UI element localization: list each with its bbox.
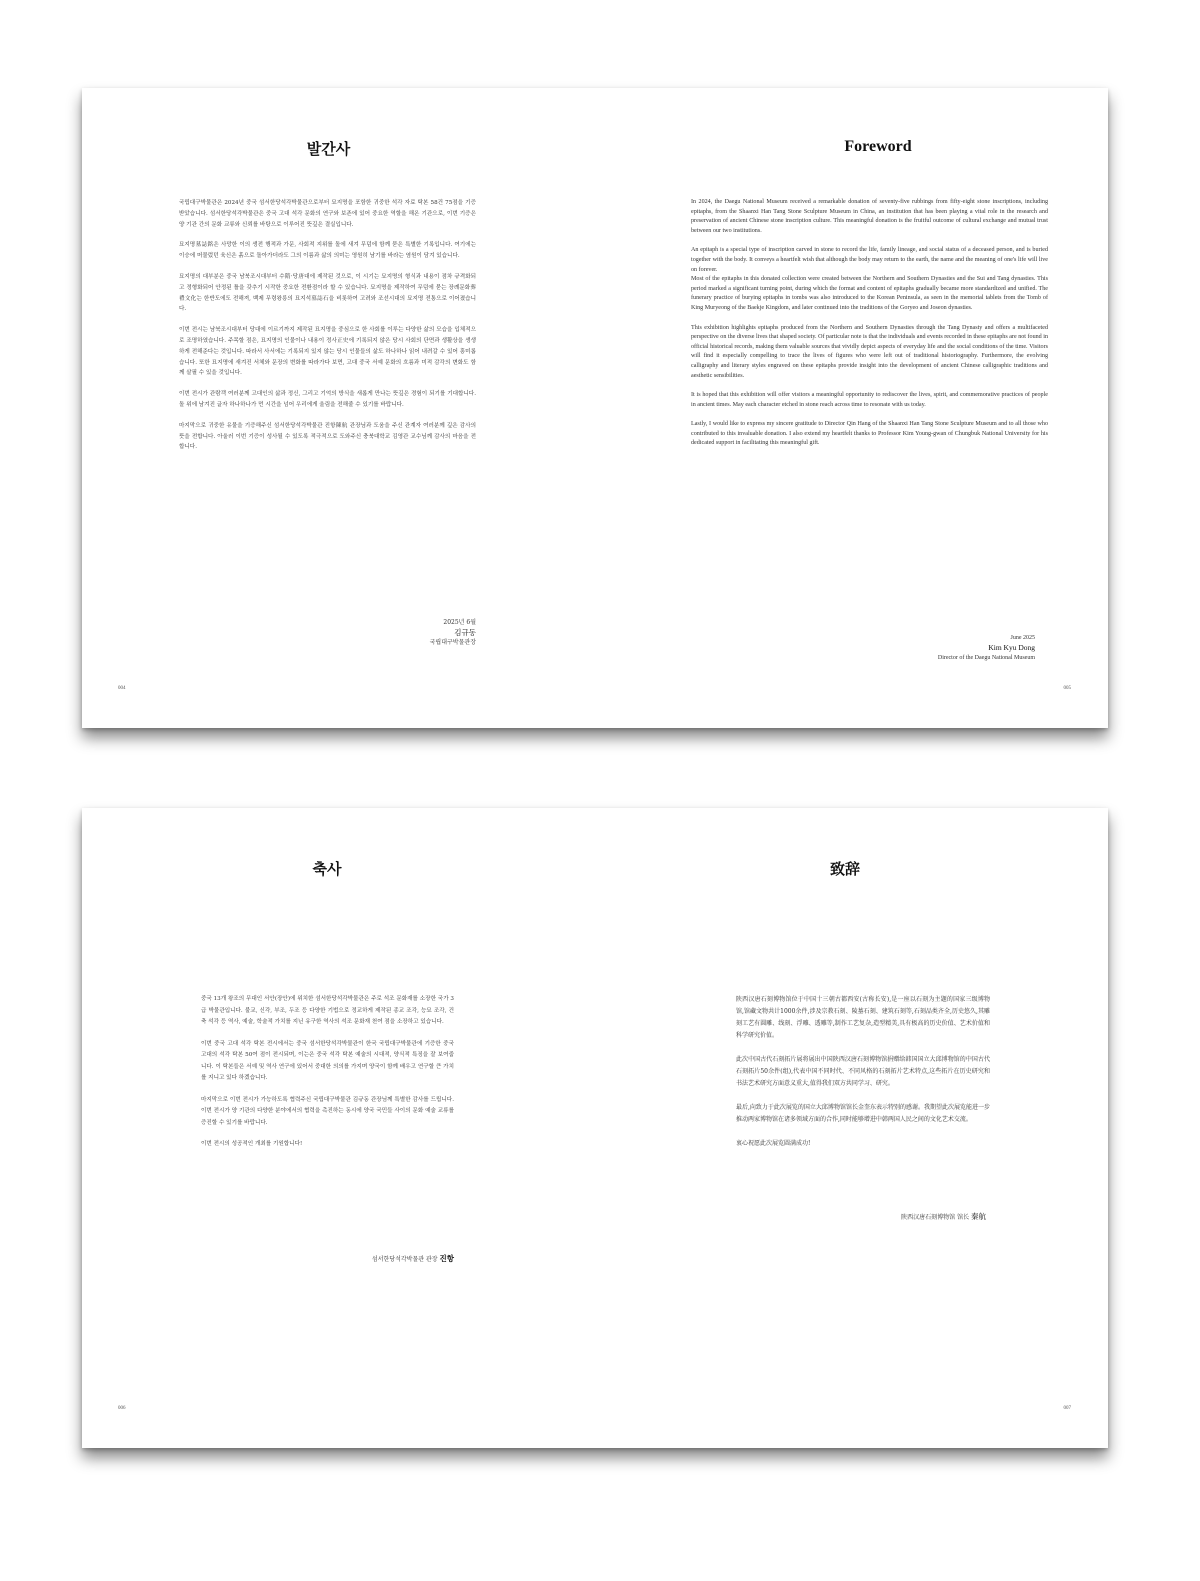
paragraph: It is hoped that this exhibition will offer visitors a meaningful opportunity to rediscover the lives, spirit, and commemorative practices of people in ancient times. May each character etched in stone reach across time to resonate with us today. — [691, 392, 1048, 408]
page-number: 006 — [118, 1406, 126, 1411]
signature-position: 陕西汉唐石刻博物馆 馆长 — [901, 1214, 970, 1221]
signature-name: Kim Kyu Dong — [988, 643, 1035, 652]
signature-block — [901, 1212, 986, 1223]
paragraph: 이번 전시는 남북조시대부터 당대에 이르기까지 제작된 묘지명을 중심으로 한 사회를 이루는 다양한 삶의 모습을 입체적으로 조명하였습니다. 주목할 점은, 묘지명의 인물이나 내용이 정사正史에 기록되지 않은 당시 사회의 단면과 생활상을 생생하게 전해준다는 것입니다. 따라서 사서에는 기록되지 있지 않는 당시 인물들의 삶도 하나하나 읽어 내려갈 수 있어 흥미롭습니다. 또한 묘지명에 새겨진 서체와 문장의 변화를 따라가다 보면, 고대 중국 서예 문화의 흐름과 미적 감각의 변화도 함께 살필 수 있을 것입니다. — [179, 327, 476, 377]
page-title: 축사 — [312, 860, 342, 878]
signature-position: 국립대구박물관장 — [429, 639, 476, 646]
signature-date: 2025년 6월 — [443, 619, 476, 626]
paragraph: 이번 전시의 성공적인 개최를 기원합니다! — [201, 1141, 303, 1147]
page-title: Foreword — [844, 138, 912, 155]
body-text — [201, 994, 454, 1161]
paragraph: 마지막으로 이번 전시가 가능하도록 협력주신 국립대구박물관 김규동 관장님께 특별한 감사를 드립니다. 이번 전시가 양 기관의 다양한 분야에서의 협력을 촉진하는 동시에 양국 국민들 사이의 문화 예술 교류를 증진할 수 있기를 바랍니다. — [201, 1096, 454, 1126]
signature-name: 김규동 — [454, 628, 476, 637]
body-text — [736, 994, 990, 1162]
body-text — [691, 198, 1048, 459]
signature-name: 진항 — [439, 1254, 454, 1263]
signature-name: 秦航 — [971, 1212, 986, 1221]
page-foreword-english — [595, 88, 1108, 728]
page-number: 004 — [118, 686, 126, 691]
signature-block — [938, 633, 1035, 663]
body-text — [179, 198, 476, 463]
paragraph: 국립대구박물관은 2024년 중국 섬서한당석각박물관으로부터 묘지명을 포함한 귀중한 석각 자료 탁본 58건 75점을 기증받았습니다. 섬서한당석각박물관은 중국 고대 석각 문화의 연구와 보존에 있어 중요한 역할을 해온 기관으로, 이번 기증은 양 기관 간의 문화 교류와 신뢰를 바탕으로 이루어진 뜻깊은 결실입니다. — [179, 200, 476, 228]
paragraph: 중국 13개 왕조의 무대인 서안(장안)에 위치한 섬서한당석각박물관은 주로 석조 문화재를 소장한 국가 3급 박물관입니다. 불교, 신각, 부조, 두조 등 다양한 기법으로 정교하게 제작된 종교 조각, 능묘 조각, 건축 석각 등 역사, 예술, 학술적 가치를 지닌 유구한 역사의 석조 문화재 천여 점을 소장하고 있습니다. — [201, 996, 454, 1025]
signature-position: Director of the Daegu National Museum — [937, 655, 1035, 661]
paragraph: 이번 전시가 관람객 여러분께 고대인의 삶과 정신, 그리고 기억의 방식을 새롭게 만나는 뜻깊은 경험이 되기를 기대합니다. 돌 위에 남겨진 글자 하나하나가 먼 시간을 넘어 우리에게 울림을 전해줄 수 있기를 바랍니다. — [179, 391, 476, 408]
signature-position: 섬서한당석각박물관 관장 — [371, 1256, 438, 1263]
page-address-chinese — [595, 808, 1108, 1448]
paragraph: Most of the epitaphs in this donated collection were created between the Northern and Southern Dynasties and the Sui and Tang dynasties. This period marked a significant turning point, during which the format and content of epitaphs gradually became more standardized and unified. The funerary practice of burying epitaphs in tombs was also introduced to the Korean Peninsula, as seen in the memorial tablets from the Tomb of King Muryeong of the Baekje Kingdom, and later continued into the traditions of the Goryeo and Joseon dynasties. — [691, 276, 1048, 311]
paragraph: 衷心祝愿此次展览圆满成功! — [736, 1140, 811, 1147]
signature-block — [372, 1254, 454, 1265]
page-title: 발간사 — [306, 140, 351, 158]
paragraph: This exhibition highlights epitaphs produced from the Northern and Southern Dynasties through the Tang Dynasty and offers a multifaceted perspective on the diverse lives that shaped society. Of particular note is that the individuals and events recorded in these epitaphs are not found in official historical records, making them valuable sources that vividly depict aspects of everyday life and the social conditions of the time. Visitors will find it especially compelling to trace the lives of figures who were left out of traditional historiography. Furthermore, the evolving calligraphy and literary styles engraved on these epitaphs provide insight into the development of ancient Chinese calligraphic traditions and aesthetic sensibilities. — [691, 324, 1048, 379]
paragraph: 묘지명의 대부분은 중국 남북조시대부터 수隋·당唐대에 제작된 것으로, 이 시기는 묘지명의 형식과 내용이 점차 규격화되고 정형화되어 안정된 틀을 갖추기 시작한 중요한 전환점이라 할 수 있습니다. 묘지명을 제작하여 무덤에 묻는 장례문화葬禮文化는 한반도에도 전해져, 백제 무령왕릉의 묘지석墓誌石을 비롯하여 고려와 조선시대의 묘지명 전통으로 이어졌습니다. — [179, 273, 476, 313]
paragraph: In 2024, the Daegu National Museum received a remarkable donation of seventy-five rubbings from fifty-eight stone inscriptions, including epitaphs, from the Shaanxi Han Tang Stone Sculpture Museum in China, an institution that has been playing a vital role in the research and preservation of ancient Chinese stone inscription culture. This meaningful donation is the fruitful outcome of cultural exchange and mutual trust between our two institutions. — [691, 199, 1048, 234]
paragraph: 此次中国古代石刻拓片展将展出中国陕西汉唐石刻博物馆捐赠给韩国国立大邱博物馆的中国古代石刻拓片50余件(组),代表中国不同时代、不同风格的石刻拓片艺术特点,这些拓片在历史研究和书法艺术研究方面意义重大,值得我们双方共同学习、研究。 — [736, 1056, 990, 1087]
page-address-korean — [82, 808, 595, 1448]
paragraph: 마지막으로 귀중한 유물을 기증해주신 섬서한당석각박물관 진항陳航 관장님과 도움을 주신 관계자 여러분께 깊은 감사의 뜻을 전합니다. 아울러 이번 기증이 성사될 수 있도록 적극적으로 도와주신 충북대학교 김영관 교수님께 감사의 마음을 전합니다. — [179, 422, 476, 451]
paragraph: 이번 중국 고대 석각 탁본 전시에서는 중국 섬서한당석각박물관이 한국 국립대구박물관에 기증한 중국 고대의 석각 탁본 50여 점이 전시되며, 이는은 중국 석각 탁본 예술의 시대적, 양식적 특징을 잘 보여줍니다. 이 탁본들은 서예 및 역사 연구에 있어서 중대한 의의를 가지며 양국이 함께 배우고 연구할 큰 가치를 지니고 있다 하겠습니다. — [201, 1040, 454, 1081]
page-number: 005 — [1063, 686, 1071, 691]
signature-block — [430, 618, 476, 648]
paragraph: Lastly, I would like to express my sincere gratitude to Director Qin Hang of the Shaanxi Han Tang Stone Sculpture Museum and to all those who contributed to this invaluable donation. I also extend my heartfelt thanks to Professor Kim Young-gwan of Chungbuk National University for his dedicated support in facilitating this meaningful gift. — [691, 421, 1048, 447]
paragraph: An epitaph is a special type of inscription carved in stone to record the life, family lineage, and social status of a deceased person, and is buried together with the body. It conveys a heartfelt wish that although the body may return to the earth, the name and the meaning of one's life will live on forever. — [691, 247, 1048, 273]
page-title: 致辞 — [829, 860, 860, 878]
paragraph: 陕西汉唐石刻博物馆位于中国十三朝古都西安(古称长安),是一座以石刻为主题的国家三级博物馆,馆藏文物共计1000余件,涉及宗教石刻、陵墓石刻、建筑石刻等,石刻品类齐全,历史悠久,其雕刻工艺有圆雕、线刻、浮雕、透雕等,制作工艺复杂,造型精美,具有极高的历史价值、艺术价值和科学研究价值。 — [736, 996, 990, 1039]
page-foreword-korean — [82, 88, 595, 728]
paragraph: 묘지명墓誌銘은 사망한 이의 생전 행적과 가문, 사회적 지위를 돌에 새겨 무덤에 함께 묻은 특별한 기록입니다. 여기에는 이승에 머물렀던 육신은 흙으로 돌아가더라도 그의 이름과 삶의 의미는 영원히 남기를 바라는 염원이 담겨 있습니다. — [179, 242, 476, 260]
spread-foreword — [82, 88, 1108, 728]
paragraph: 最后,向致力于此次展览的国立大邱博物馆馆长金奎东表示特别的感谢。我期望此次展览能进一步推动两家博物馆在诸多领域方面的合作,同时能够增进中韩两国人民之间的文化艺术交流。 — [736, 1104, 990, 1123]
spread-congratulatory-address — [82, 808, 1108, 1448]
page-number: 007 — [1063, 1406, 1071, 1411]
signature-date: June 2025 — [1010, 635, 1035, 641]
